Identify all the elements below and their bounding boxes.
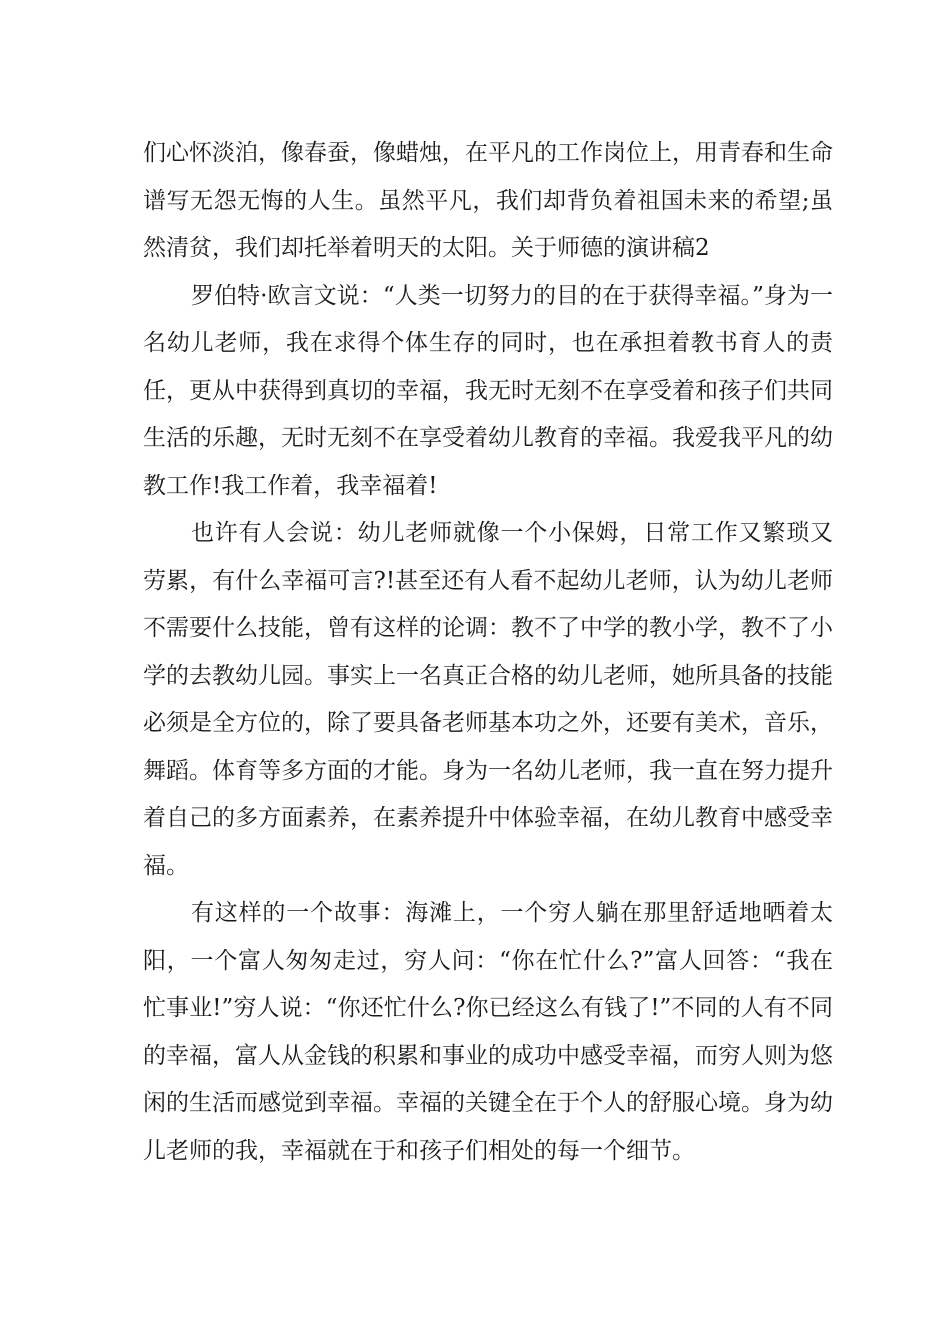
document-body (143, 130, 833, 1175)
paragraph-teacher-skills: 也许有人会说：幼儿老师就像一个小保姆，日常工作又繁琐又劳累，有什么幸福可言?!甚至还有人看不起幼儿老师，认为幼儿老师不需要什么技能，曾有这样的论调：教不了中学的教小学，教不了小学的去教幼儿园。事实上一名真正合格的幼儿老师，她所具备的技能必须是全方位的，除了要具备老师基本功之外，还要有美术，音乐，舞蹈。体育等多方面的才能。身为一名幼儿老师，我一直在努力提升着自己的多方面素养，在素养提升中体验幸福，在幼儿教育中感受幸福。 (143, 520, 833, 879)
paragraph-continued-intro: 们心怀淡泊，像春蚕，像蜡烛，在平凡的工作岗位上，用青春和生命谱写无怨无悔的人生。虽然平凡，我们却背负着祖国未来的希望;虽然清贫，我们却托举着明天的太阳。关于师德的演讲稿2 (143, 140, 833, 261)
paragraph-beach-story: 有这样的一个故事：海滩上，一个穷人躺在那里舒适地晒着太阳，一个富人匆匆走过，穷人问：“你在忙什么?”富人回答：“我在忙事业!”穷人说：“你还忙什么?你已经这么有钱了!”不同的人有不同的幸福，富人从金钱的积累和事业的成功中感受幸福，而穷人则为悠闲的生活而感觉到幸福。幸福的关键全在于个人的舒服心境。身为幼儿老师的我，幸福就在于和孩子们相处的每一个细节。 (143, 900, 833, 1164)
paragraph-happiness-quote: 罗伯特·欧言文说：“人类一切努力的目的在于获得幸福。”身为一名幼儿老师，我在求得个体生存的同时，也在承担着教书育人的责任，更从中获得到真切的幸福，我无时无刻不在享受着和孩子们共同生活的乐趣，无时无刻不在享受着幼儿教育的幸福。我爱我平凡的幼教工作!我工作着，我幸福着! (143, 282, 833, 499)
